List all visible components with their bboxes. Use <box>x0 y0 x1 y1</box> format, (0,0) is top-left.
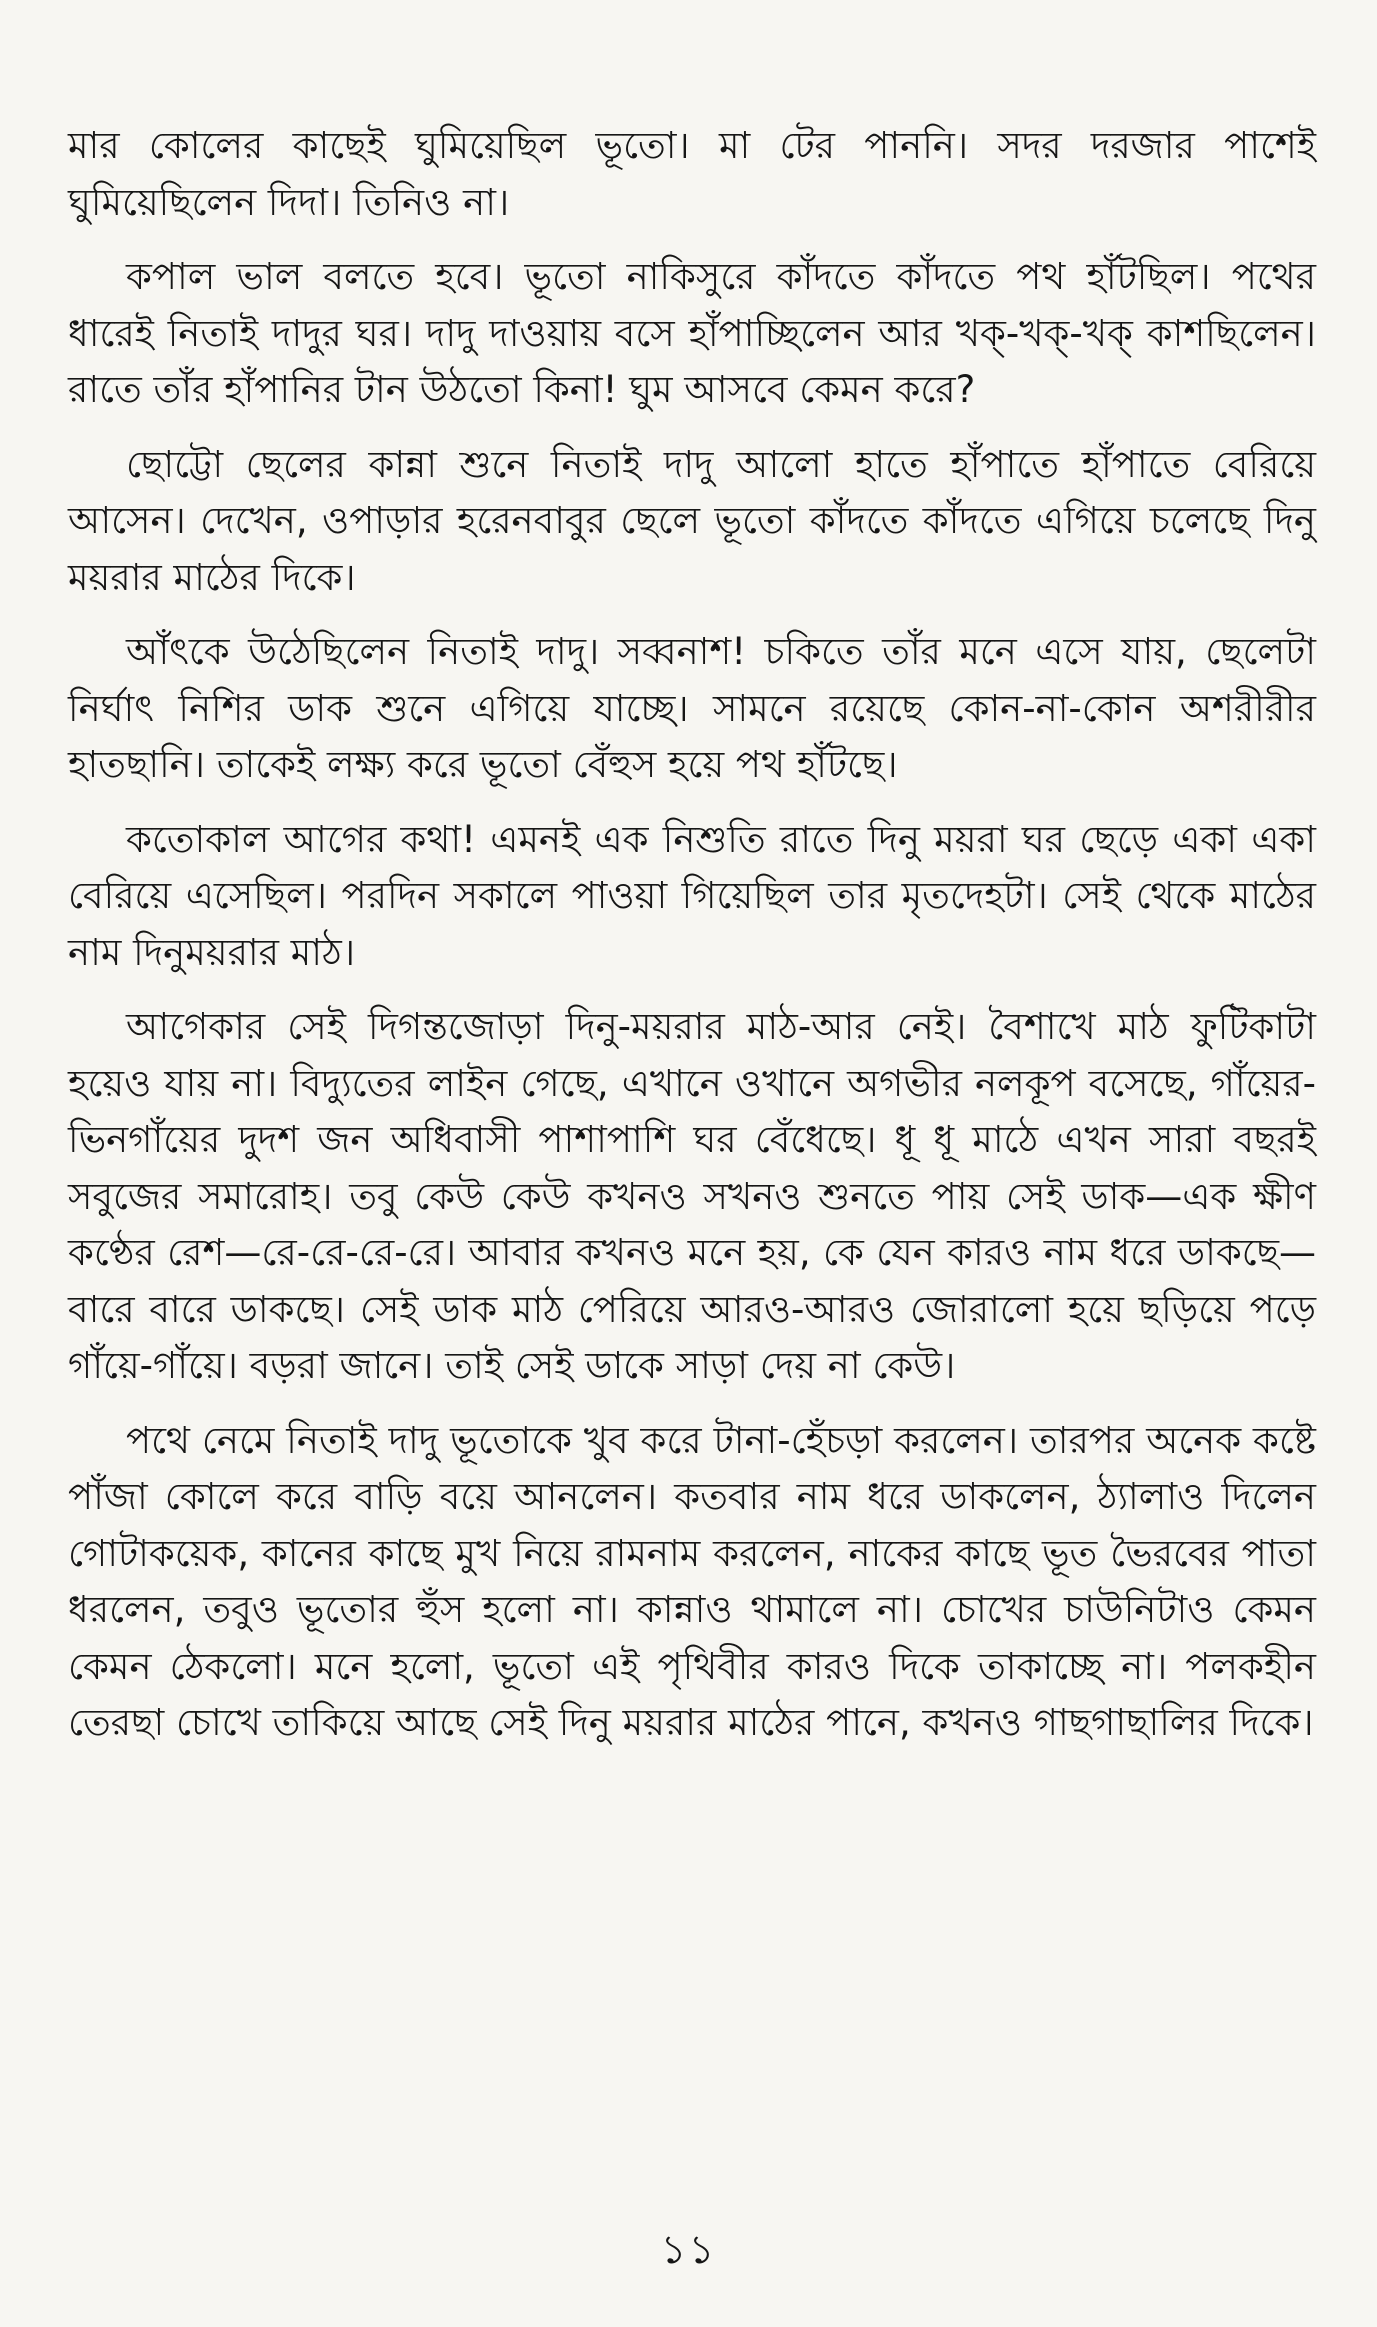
page-number: ১১ <box>660 2227 717 2273</box>
paragraph-6: আগেকার সেই দিগন্তজোড়া দিনু-ময়রার মাঠ-আর নেই। বৈশাখে মাঠ ফুটিকাটা হয়েও যায় না। বিদ্যুতের লাইন গেছে, এখানে ওখানে অগভীর নলকূপ বসেছে, গাঁয়ের-ভিনগাঁয়ের দুদশ জন অধিবাসী পাশাপাশি ঘর বেঁধেছে। ধূ ধূ মাঠে এখন সারা বছরই সবুজের সমারোহ। তবু কেউ কেউ কখনও সখনও শুনতে পায় সেই ডাক—এক ক্ষীণ কণ্ঠের রেশ—রে-রে-রে-রে। আবার কখনও মনে হয়, কে যেন কারও নাম ধরে ডাকছে—বারে বারে ডাকছে। সেই ডাক মাঠ পেরিয়ে আরও-আরও জোরালো হয়ে ছড়িয়ে পড়ে গাঁয়ে-গাঁয়ে। বড়রা জানে। তাই সেই ডাকে সাড়া দেয় না কেউ। <box>68 1005 1316 1387</box>
paragraph-3: ছোট্টো ছেলের কান্না শুনে নিতাই দাদু আলো হাতে হাঁপাতে হাঁপাতে বেরিয়ে আসেন। দেখেন, ওপাড়ার হরেনবাবুর ছেলে ভূতো কাঁদতে কাঁদতে এগিয়ে চলেছে দিনু ময়রার মাঠের দিকে। <box>68 442 1316 599</box>
paragraph-7: পথে নেমে নিতাই দাদু ভূতোকে খুব করে টানা-হেঁচড়া করলেন। তারপর অনেক কষ্টে পাঁজা কোলে করে বাড়ি বয়ে আনলেন। কতবার নাম ধরে ডাকলেন, ঠ্যালাও দিলেন গোটাকয়েক, কানের কাছে মুখ নিয়ে রামনাম করলেন, নাকের কাছে ভূত ভৈরবের পাতা ধরলেন, তবুও ভূতোর হুঁস হলো না। কান্নাও থামালে না। চোখের চাউনিটাও কেমন কেমন ঠেকলো। মনে হলো, ভূতো এই পৃথিবীর কারও দিকে তাকাচ্ছে না। পলকহীন তেরছা চোখে তাকিয়ে আছে সেই দিনু ময়রার মাঠের পানে, কখনও গাছগাছালির দিকে। <box>68 1418 1316 1744</box>
paragraph-1: মার কোলের কাছেই ঘুমিয়েছিল ভূতো। মা টের পাননি। সদর দরজার পাশেই ঘুমিয়েছিলেন দিদা। তিনিও না। <box>68 124 1316 224</box>
paragraph-2: কপাল ভাল বলতে হবে। ভূতো নাকিসুরে কাঁদতে কাঁদতে পথ হাঁটছিল। পথের ধারেই নিতাই দাদুর ঘর। দাদু দাওয়ায় বসে হাঁপাচ্ছিলেন আর খক্-খক্-খক্ কাশছিলেন। রাতে তাঁর হাঁপানির টান উঠতো কিনা! ঘুম আসবে কেমন করে? <box>68 255 1316 411</box>
paragraph-4: আঁৎকে উঠেছিলেন নিতাই দাদু। সব্বনাশ! চকিতে তাঁর মনে এসে যায়, ছেলেটা নির্ঘাৎ নিশির ডাক শুনে এগিয়ে যাচ্ছে। সামনে রয়েছে কোন-না-কোন অশরীরীর হাতছানি। তাকেই লক্ষ্য করে ভূতো বেঁহুস হয়ে পথ হাঁটছে। <box>68 630 1316 786</box>
paragraph-5: কতোকাল আগের কথা! এমনই এক নিশুতি রাতে দিনু ময়রা ঘর ছেড়ে একা একা বেরিয়ে এসেছিল। পরদিন সকালে পাওয়া গিয়েছিল তার মৃতদেহটা। সেই থেকে মাঠের নাম দিনুময়রার মাঠ। <box>68 817 1316 974</box>
page-body-text <box>68 118 1316 1752</box>
